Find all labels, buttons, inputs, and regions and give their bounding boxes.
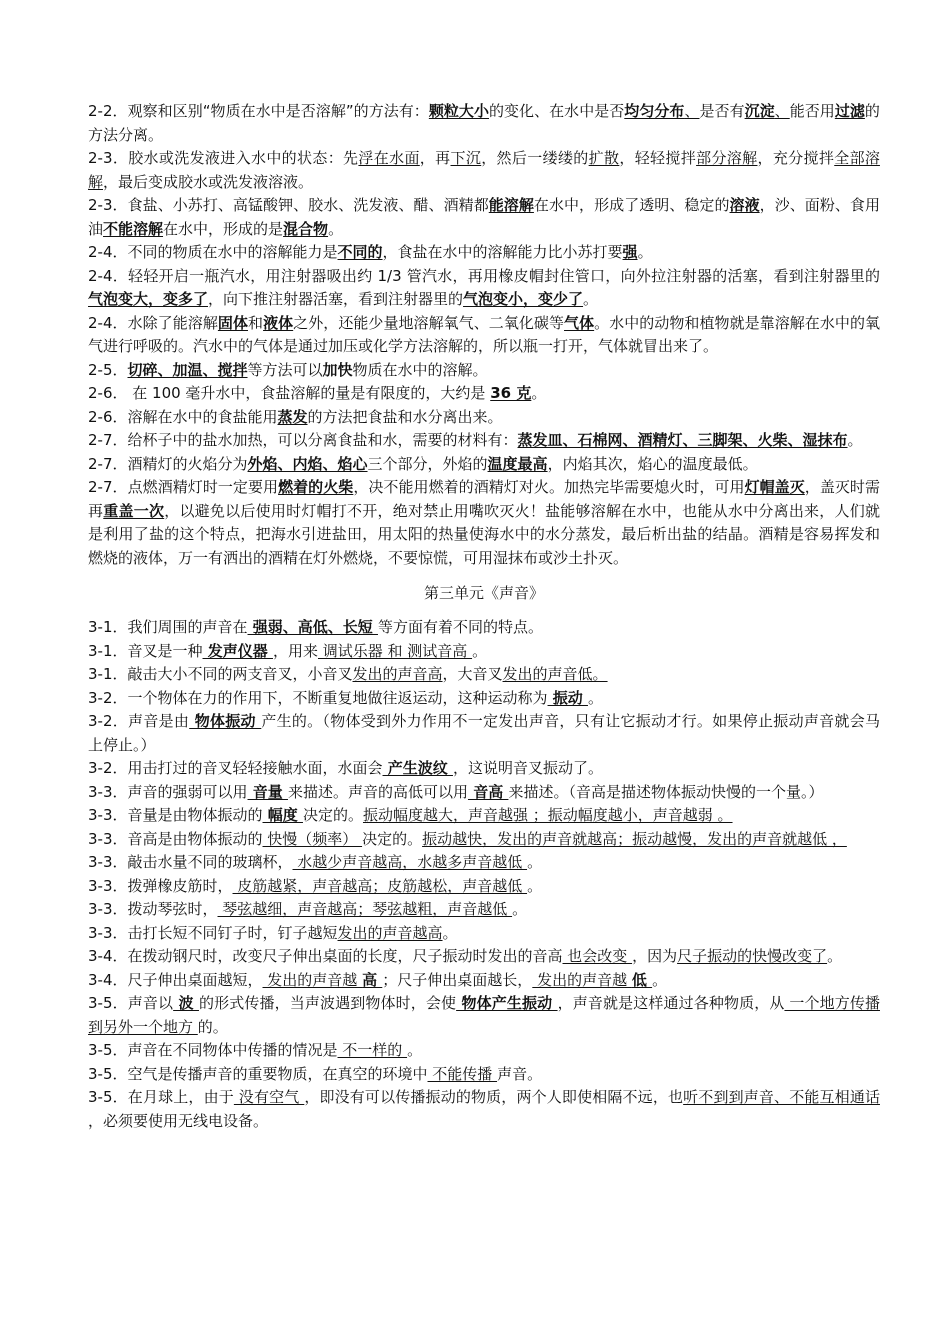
emphasized-answer: 一个地方传播到另外一个地方 xyxy=(88,994,880,1036)
text-run: 3-3．击打长短不同钉子时，钉子越短 xyxy=(88,923,338,942)
text-run: 3-4．在拨动钢尺时，改变尺子伸出桌面的长度，尺子振动时发出的音高 xyxy=(88,947,563,965)
text-run: 。 xyxy=(472,641,488,660)
text-run: 等方面有着不同的特点。 xyxy=(377,618,543,636)
emphasized-answer: 皮筋越紧，声音越高；皮筋越松，声音越低 xyxy=(232,876,528,895)
text-run: 。 xyxy=(328,219,344,238)
emphasized-answer: 没有空气 xyxy=(233,1088,305,1106)
text-run: ，声音就是这样通过各种物质，从 xyxy=(557,994,785,1012)
unit2-section xyxy=(88,100,880,570)
emphasized-answer: 发出的声音越高 xyxy=(337,923,443,942)
emphasized-answer: 混合物 xyxy=(283,219,329,238)
unit3-paragraph xyxy=(88,875,880,899)
emphasized-answer: 不一样的 xyxy=(337,1041,408,1059)
text-run: ，向下推注射器活塞，看到注射器里的 xyxy=(208,290,464,308)
text-run: 3-4．尺子伸出桌面越短， xyxy=(88,970,263,989)
emphasized-answer: 物体振动 xyxy=(189,712,262,730)
unit3-paragraph xyxy=(88,781,880,805)
emphasized-answer: 不能传播 xyxy=(427,1064,498,1083)
emphasized-answer: 均匀分布 xyxy=(624,102,685,120)
emphasized-answer: 扩散 xyxy=(588,149,620,167)
text-run: 在水中，形成的是 xyxy=(163,219,284,238)
emphasized-answer: 36 克 xyxy=(490,384,532,402)
unit3-heading: 第三单元《声音》 xyxy=(423,584,544,602)
text-run: ，内焰其次，焰心的温度最低。 xyxy=(547,454,758,473)
text-run: 2-3．食盐、小苏打、高锰酸钾、胶水、洗发液、醋、酒精都 xyxy=(88,196,489,214)
emphasized-answer: 快慢（频率） xyxy=(262,829,363,848)
unit2-paragraph xyxy=(88,382,880,406)
emphasized-answer: 发出的声音高 xyxy=(352,665,443,683)
emphasized-answer: 液体 xyxy=(263,313,294,332)
emphasized-answer: 气泡变小，变少了 xyxy=(463,290,584,308)
text-run: ，以避免以后使用时灯帽打不开，绝对禁止用嘴吹灭火！盐能够溶解在水中，也能从水中分离出来，人们就是利用了盐的这个特点，把海水引进盐田，用太阳的热量使海水中的水分蒸发，最后析出盐的结晶。酒精是容易挥发和燃烧的液体，万一有洒出的酒精在灯外燃烧，不要惊慌，可用湿抹布或沙土扑灭。 xyxy=(88,501,880,567)
emphasized-answer: 气泡变大，变多了 xyxy=(88,290,209,308)
emphasized-answer: 加快 xyxy=(322,360,353,379)
text-run: 3-3．拨弹橡皮筋时， xyxy=(88,876,233,895)
text-run: 2-4．轻轻开启一瓶汽水，用注射器吸出约 1/3 管汽水，再用橡皮帽封住管口，向外拉注射器的活塞，看到注射器里的 xyxy=(88,266,880,285)
unit3-paragraph xyxy=(88,663,880,687)
emphasized-answer: 水越少声音越高，水越多声音越低 xyxy=(292,853,528,871)
unit3-paragraph xyxy=(88,922,880,946)
text-run: 3-1．音叉是一种 xyxy=(88,641,203,660)
text-run: 。 xyxy=(827,947,843,965)
text-run: ，然后一缕缕的 xyxy=(481,149,589,167)
emphasized-answer: 发出的声音低。 xyxy=(502,665,608,683)
text-run: ，这说明音叉振动了。 xyxy=(452,759,603,777)
text-run: ，充分搅拌 xyxy=(757,149,835,167)
text-run: 产生的。（物体受到外力作用不一定发出声音，只有让它振动才行。如果停止振动声音就会马上停止。） xyxy=(88,712,880,754)
emphasized-answer: 调试乐器 和 测试音高 xyxy=(317,641,473,660)
emphasized-answer: 振动幅度越大，声音越强 ；振动幅度越小，声音越弱 。 xyxy=(362,806,733,824)
unit2-paragraph xyxy=(88,241,880,265)
unit2-paragraph xyxy=(88,406,880,430)
text-run: 2-7．点燃酒精灯时一定要用 xyxy=(88,478,279,496)
text-run: 。 xyxy=(847,431,863,449)
text-run: 的变化、在水中是否 xyxy=(488,102,625,120)
text-run: ，食盐在水中的溶解能力比小苏打要 xyxy=(382,243,623,261)
text-run: 的。 xyxy=(197,1017,228,1036)
text-run: 是否有 xyxy=(699,102,745,120)
emphasized-answer: 不能溶解 xyxy=(103,219,164,238)
unit2-paragraph xyxy=(88,359,880,383)
unit2-paragraph xyxy=(88,265,880,312)
emphasized-answer: 重盖一次 xyxy=(103,501,165,520)
emphasized-answer: 物体产生振动 xyxy=(456,994,558,1012)
text-run: 2-4．不同的物质在水中的溶解能力是 xyxy=(88,243,338,261)
text-run: 决定的。 xyxy=(362,829,423,848)
unit3-paragraph xyxy=(88,710,880,757)
text-run: 物质在水中的溶解。 xyxy=(352,360,488,379)
text-run: 。 xyxy=(527,876,543,895)
emphasized-answer: 过滤 xyxy=(834,102,865,120)
emphasized-answer: 产生波纹 xyxy=(382,759,453,777)
text-run: 。 xyxy=(527,853,543,871)
text-run: ，盖灭时需再 xyxy=(88,478,880,520)
emphasized-answer: 蒸发 xyxy=(277,407,308,426)
text-run: 2-4．水除了能溶解 xyxy=(88,313,218,332)
emphasized-answer: 、 xyxy=(774,102,790,120)
text-run: ，因为 xyxy=(632,947,678,965)
unit2-paragraph xyxy=(88,194,880,241)
text-run: 3-5．声音在不同物体中传播的情况是 xyxy=(88,1041,338,1059)
text-run: 。 xyxy=(652,970,668,989)
emphasized-answer: 幅度 xyxy=(262,806,303,824)
unit3-paragraph xyxy=(88,687,880,711)
emphasized-answer: 不同的 xyxy=(337,243,383,261)
text-run: ，用来 xyxy=(272,641,318,660)
emphasized-answer: 溶液 xyxy=(729,196,760,214)
unit2-paragraph xyxy=(88,476,880,570)
unit2-paragraph xyxy=(88,429,880,453)
text-run: 3-3．拨动琴弦时， xyxy=(88,900,218,918)
text-run: 能否用 xyxy=(789,102,835,120)
emphasized-answer: 也会改变 xyxy=(562,947,633,965)
text-run: 的方法分离。 xyxy=(88,102,880,144)
emphasized-answer: 强 xyxy=(622,243,638,261)
emphasized-answer: 蒸发皿、石棉网、酒精灯、三脚架、火柴、湿抹布 xyxy=(517,431,848,449)
text-run: 2-7．给杯子中的盐水加热，可以分离食盐和水，需要的材料有： xyxy=(88,431,518,449)
text-run: 等方法可以 xyxy=(247,360,323,379)
emphasized-answer: 音量 xyxy=(247,782,288,801)
emphasized-answer: 下沉 xyxy=(450,149,482,167)
emphasized-answer: 高 xyxy=(362,970,383,989)
text-run: 3-3．声音的强弱可以用 xyxy=(88,782,248,801)
text-run: 三个部分，外焰的 xyxy=(367,454,488,473)
emphasized-answer: 振动 xyxy=(547,688,588,707)
text-run: 3-3．音高是由物体振动的 xyxy=(88,829,263,848)
unit2-paragraph xyxy=(88,312,880,359)
emphasized-answer: 沉淀 xyxy=(744,102,775,120)
text-run: 3-1．我们周围的声音在 xyxy=(88,618,248,636)
text-run: 2-7．酒精灯的火焰分为 xyxy=(88,454,248,473)
text-run: 3-1．敲击大小不同的两支音叉，小音叉 xyxy=(88,665,353,683)
text-run: 。 xyxy=(531,384,547,402)
unit3-paragraph xyxy=(88,992,880,1039)
emphasized-answer: 强弱、高低、长短 xyxy=(247,618,378,636)
emphasized-answer: 振动越快，发出的声音就越高；振动越慢，发出的声音就越低 ， xyxy=(422,829,847,848)
emphasized-answer: 波 xyxy=(173,994,199,1012)
unit3-paragraph xyxy=(88,945,880,969)
emphasized-answer: 全部溶解 xyxy=(88,149,880,191)
text-run: 3-3．敲击水量不同的玻璃杯， xyxy=(88,853,293,871)
text-run: 决定的。 xyxy=(302,806,363,824)
emphasized-answer: 音高 xyxy=(467,782,509,801)
text-run: 。 xyxy=(442,923,458,942)
text-run: 。水中的动物和植物就是靠溶解在水中的氧气进行呼吸的。汽水中的气体是通过加压或化学方法溶解的，所以瓶一打开，气体就冒出来了。 xyxy=(88,313,880,355)
text-run: ，轻轻搅拌 xyxy=(619,149,697,167)
unit3-paragraph xyxy=(88,969,880,993)
emphasized-answer: 低 xyxy=(631,970,653,989)
emphasized-answer: 、 xyxy=(684,102,700,120)
emphasized-answer: 温度最高 xyxy=(487,454,548,473)
emphasized-answer: 部分溶解 xyxy=(696,149,758,167)
text-run: ，决不能用燃着的酒精灯对火。加热完毕需要熄火时，可用 xyxy=(353,478,745,496)
emphasized-answer: 燃着的火柴 xyxy=(278,478,354,496)
text-run: ，大音叉 xyxy=(442,665,503,683)
unit3-paragraph xyxy=(88,851,880,875)
text-run: 2-6． 在 100 毫升水中，食盐溶解的量是有限度的，大约是 xyxy=(88,384,491,402)
emphasized-answer: 外焰、内焰、焰心 xyxy=(247,454,368,473)
text-run: ，沙、面粉、食用油 xyxy=(88,196,880,238)
unit2-paragraph xyxy=(88,453,880,477)
text-run: 3-3．音量是由物体振动的 xyxy=(88,806,263,824)
text-run: 2-6．溶解在水中的食盐能用 xyxy=(88,407,278,426)
emphasized-answer: 发出的声音越 xyxy=(262,970,363,989)
text-run: 来描述。（音高是描述物体振动快慢的一个量。） xyxy=(508,782,824,801)
emphasized-answer: 浮在水面 xyxy=(358,149,420,167)
unit3-paragraph xyxy=(88,804,880,828)
unit3-paragraph xyxy=(88,1039,880,1063)
text-run: ；尺子伸出桌面越长， xyxy=(382,970,533,989)
text-run: 2-5． xyxy=(88,360,128,379)
unit2-paragraph xyxy=(88,147,880,194)
text-run: 和 xyxy=(248,313,264,332)
emphasized-answer: 能溶解 xyxy=(488,196,534,214)
text-run: 2-2．观察和区别“物质在水中是否溶解”的方法有： xyxy=(88,102,429,120)
text-run: 2-3．胶水或洗发液进入水中的状态：先 xyxy=(88,149,359,167)
text-run: 3-2．用击打过的音叉轻轻接触水面，水面会 xyxy=(88,759,383,777)
text-run: 之外，还能少量地溶解氧气、二氧化碳等 xyxy=(293,313,565,332)
text-run: 3-5．空气是传播声音的重要物质，在真空的环境中 xyxy=(88,1064,428,1083)
text-run: 。 xyxy=(583,290,599,308)
unit3-section xyxy=(88,616,880,1133)
unit3-paragraph xyxy=(88,1086,880,1133)
text-run: ，最后变成胶水或洗发液溶液。 xyxy=(103,172,314,191)
text-run: 3-5．在月球上，由于 xyxy=(88,1088,234,1106)
emphasized-answer: 颗粒大小 xyxy=(428,102,489,120)
emphasized-answer: 发声仪器 xyxy=(202,641,273,660)
text-run: 声音。 xyxy=(497,1064,543,1083)
unit3-paragraph xyxy=(88,828,880,852)
unit3-paragraph xyxy=(88,616,880,640)
text-run: 。 xyxy=(512,900,528,918)
text-run: 的方法把食盐和水分离出来。 xyxy=(307,407,503,426)
emphasized-answer: 灯帽盖灭 xyxy=(744,478,805,496)
text-run: 。 xyxy=(407,1041,423,1059)
text-run: 在水中，形成了透明、稳定的 xyxy=(533,196,730,214)
emphasized-answer: 固体 xyxy=(217,313,248,332)
unit3-paragraph xyxy=(88,640,880,664)
emphasized-answer: 听不到到声音、不能互相通话 xyxy=(683,1088,880,1106)
text-run: 3-5．声音以 xyxy=(88,994,174,1012)
text-run: ，即没有可以传播振动的物质，两个人即使相隔不远，也 xyxy=(304,1088,684,1106)
emphasized-answer: 气体 xyxy=(564,313,595,332)
text-run: 3-2．一个物体在力的作用下，不断重复地做往返运动，这种运动称为 xyxy=(88,688,548,707)
text-run: 。 xyxy=(587,688,603,707)
emphasized-answer: 切碎、加温、搅拌 xyxy=(127,360,248,379)
text-run: 来描述。声音的高低可以用 xyxy=(287,782,468,801)
unit3-paragraph xyxy=(88,898,880,922)
unit3-paragraph xyxy=(88,757,880,781)
text-run: 3-2．声音是由 xyxy=(88,712,190,730)
unit2-paragraph xyxy=(88,100,880,147)
emphasized-answer: 发出的声音越 xyxy=(532,970,632,989)
text-run: ，必须要使用无线电设备。 xyxy=(88,1111,269,1130)
text-run: ，再 xyxy=(419,149,451,167)
emphasized-answer: 琴弦越细，声音越高；琴弦越粗，声音越低 xyxy=(217,900,513,918)
unit3-paragraph xyxy=(88,1063,880,1087)
text-run: 的形式传播，当声波遇到物体时，会使 xyxy=(198,994,457,1012)
emphasized-answer: 尺子振动的快慢改变了 xyxy=(677,947,828,965)
text-run: 。 xyxy=(637,243,653,261)
